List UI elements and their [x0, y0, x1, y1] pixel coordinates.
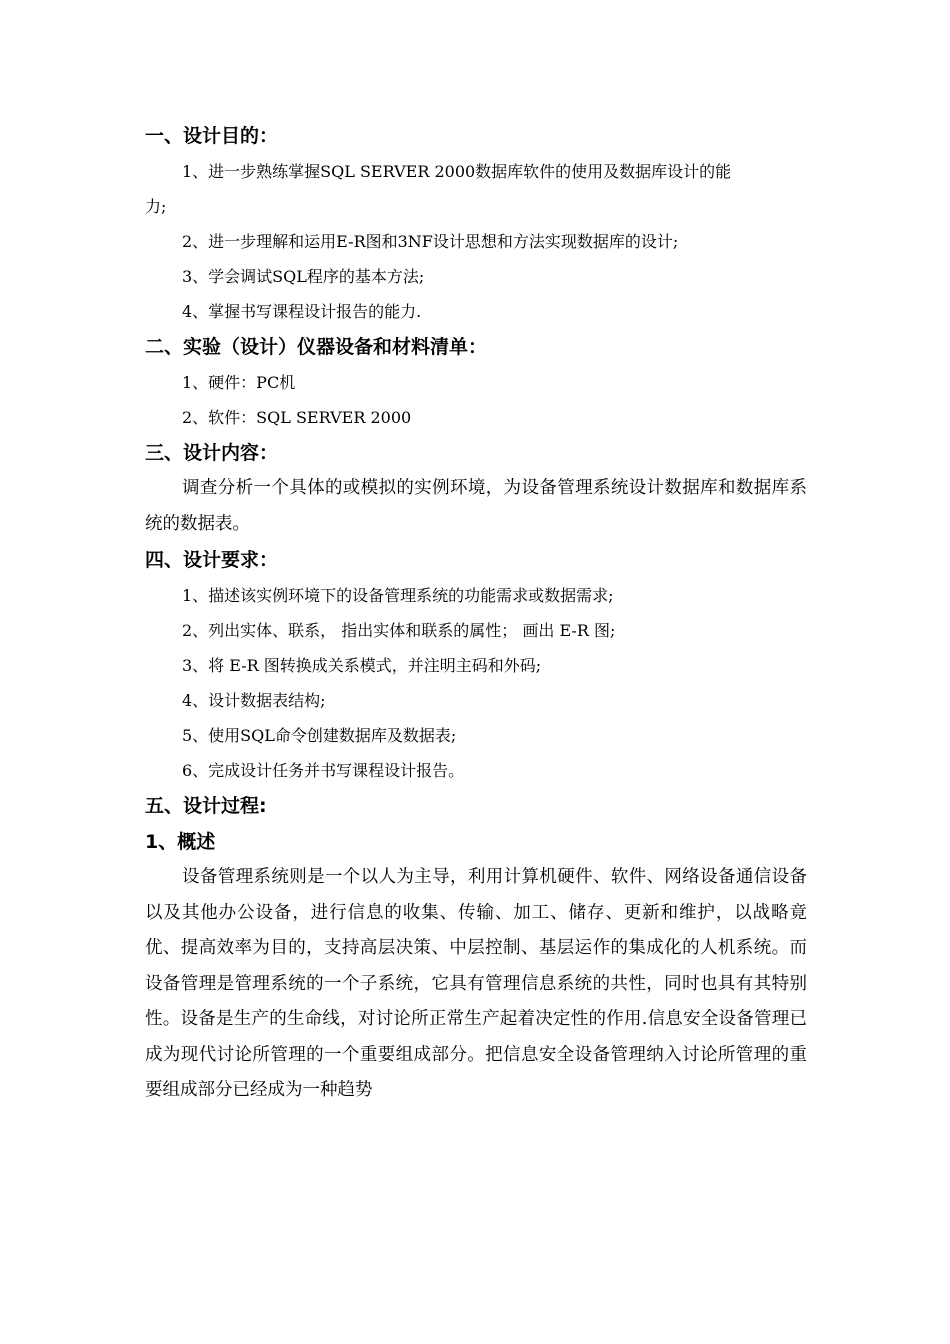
subsection-heading-overview: 1、概述	[145, 831, 216, 853]
purpose-item-4: 4、掌握书写课程设计报告的能力.	[182, 302, 422, 321]
purpose-item-1-continued: 力;	[145, 197, 167, 216]
section-heading-design-requirements: 四、设计要求：	[145, 549, 279, 571]
requirement-item-1: 1、描述该实例环境下的设备管理系统的功能需求或数据需求;	[182, 586, 614, 605]
section-heading-design-process: 五、设计过程:	[145, 795, 267, 817]
design-content-paragraph: 调查分析一个具体的或模拟的实例环境，为设备管理系统设计数据库和数据库系统的数据表。	[145, 478, 807, 534]
purpose-item-3: 3、学会调试SQL程序的基本方法;	[182, 267, 425, 286]
section-heading-design-content: 三、设计内容：	[145, 442, 279, 464]
requirement-item-4: 4、设计数据表结构;	[182, 691, 326, 710]
section-heading-design-purpose: 一、设计目的：	[145, 125, 279, 147]
requirement-item-3: 3、将 E-R 图转换成关系模式，并注明主码和外码;	[182, 656, 542, 675]
requirement-item-2: 2、列出实体、联系， 指出实体和联系的属性； 画出 E-R 图;	[182, 621, 616, 640]
requirement-item-6: 6、完成设计任务并书写课程设计报告。	[182, 761, 465, 780]
requirement-item-5: 5、使用SQL命令创建数据库及数据表;	[182, 726, 457, 745]
overview-paragraph: 设备管理系统则是一个以人为主导，利用计算机硬件、软件、网络设备通信设备以及其他办公设备，进行信息的收集、传输、加工、储存、更新和维护，以战略竟优、提高效率为目的，支持高层决策、中层控制、基层运作的集成化的人机系统。而设备管理是管理系统的一个子系统，它具有管理信息系统的共性，同时也具有其特别性。设备是生产的生命线，对讨论所正常生产起着决定性的作用.信息安全设备管理已成为现代讨论所管理的一个重要组成部分。把信息安全设备管理纳入讨论所管理的重要组成部分已经成为一种趋势	[145, 867, 807, 1100]
purpose-item-2: 2、进一步理解和运用E-R图和3NF设计思想和方法实现数据库的设计;	[182, 232, 679, 251]
section-heading-equipment-list: 二、实验（设计）仪器设备和材料清单：	[145, 336, 488, 358]
purpose-item-1: 1、进一步熟练掌握SQL SERVER 2000数据库软件的使用及数据库设计的能	[182, 162, 732, 181]
equipment-item-software: 2、软件：SQL SERVER 2000	[182, 408, 412, 427]
document-page	[145, 118, 807, 1109]
equipment-item-hardware: 1、硬件：PC机	[182, 373, 296, 392]
